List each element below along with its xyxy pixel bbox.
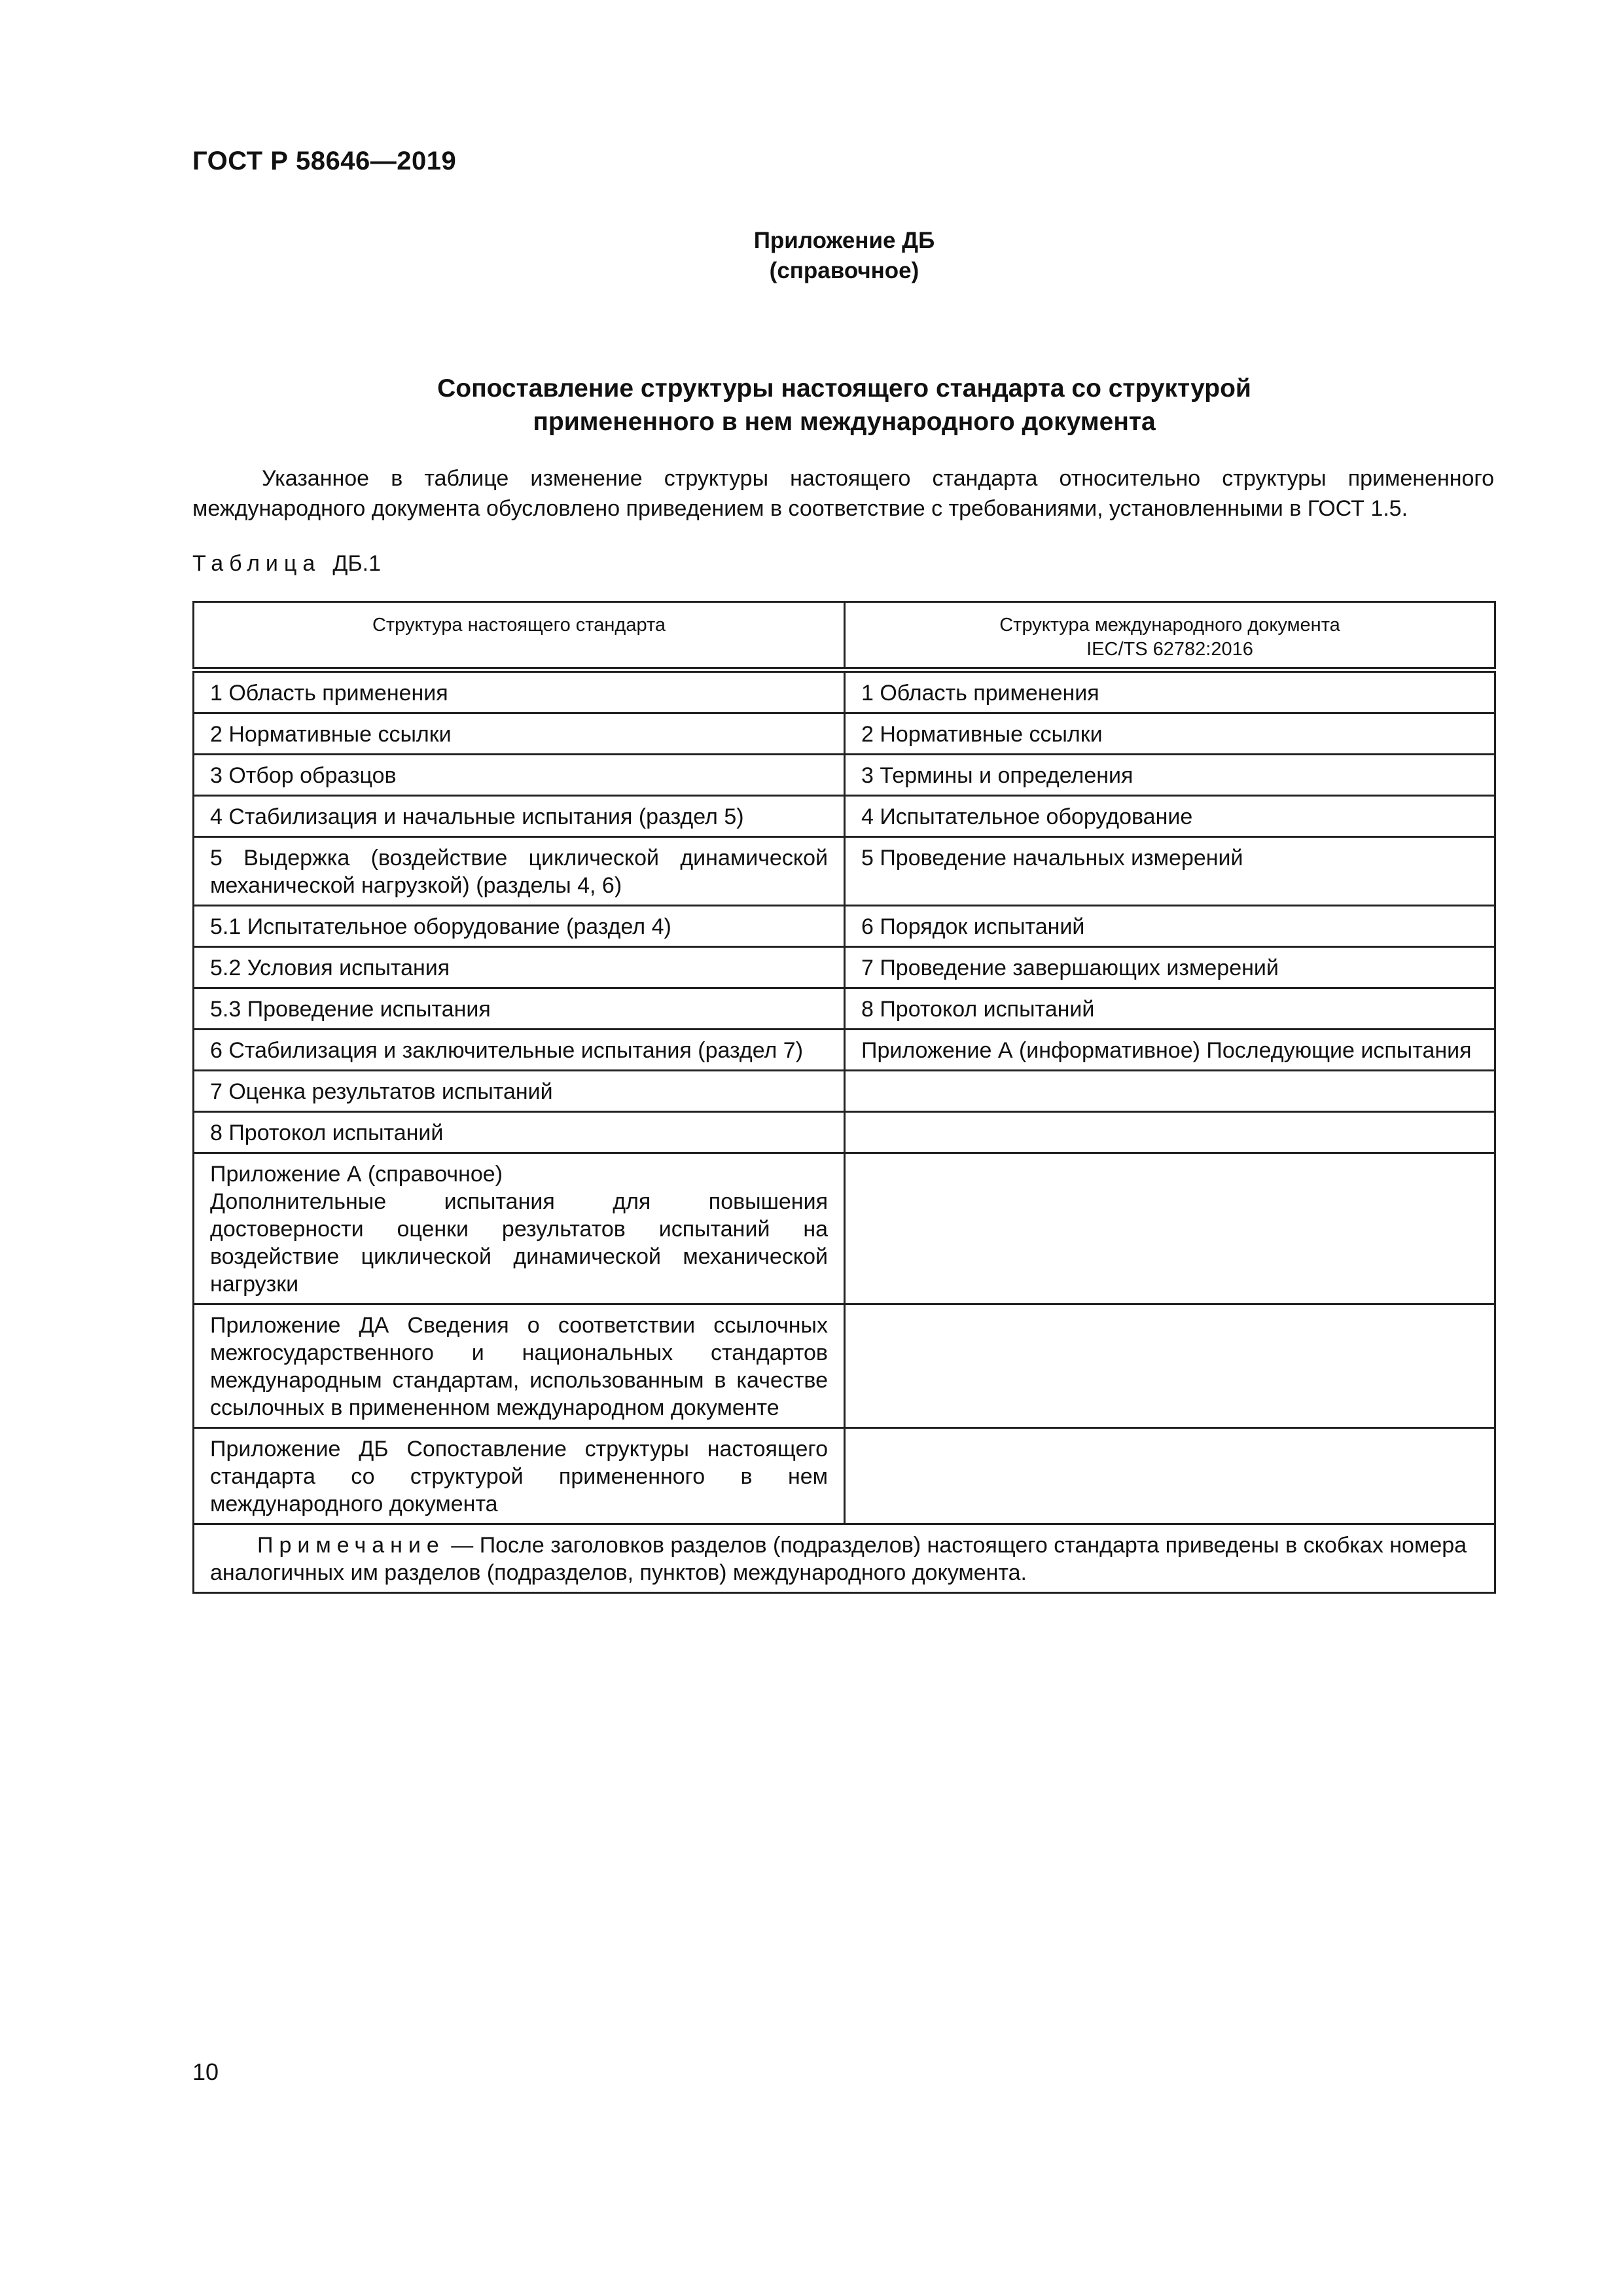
table-row [194, 947, 1495, 988]
annex-a-description: Дополнительные испытания для повышения достоверности оценки результатов испытаний на воздействие циклической динамической механической нагрузки [210, 1189, 828, 1297]
appendix-type: (справочное) [769, 258, 919, 283]
cell-right: 7 Проведение завершающих измерений [845, 947, 1495, 988]
annex-a-title: Приложение А (справочное) [210, 1162, 503, 1187]
appendix-title: Приложение ДБ [753, 228, 935, 253]
cell-left: 5.3 Проведение испытания [194, 988, 845, 1030]
table-caption-label: Таблица [192, 551, 321, 576]
table-row [194, 906, 1495, 947]
cell-right [845, 1428, 1495, 1524]
cell-left: 5.2 Условия испытания [194, 947, 845, 988]
section-title-line-1: Сопоставление структуры настоящего стандарта со структурой [437, 374, 1251, 403]
cell-left: 5 Выдержка (воздействие циклической динамической механической нагрузкой) (разделы 4, 6) [194, 837, 845, 906]
table-row [194, 1112, 1495, 1153]
note-label: Примечание [257, 1533, 445, 1558]
table-header-row [194, 602, 1495, 670]
cell-right [845, 1071, 1495, 1112]
section-title [0, 372, 1623, 439]
intro-paragraph: Указанное в таблице изменение структуры настоящего стандарта относительно структуры примененного международного документа обусловлено приведением в соответствие с требованиями, установленными в ГОСТ 1.5. [192, 466, 1494, 521]
cell-right [845, 1153, 1495, 1304]
cell-right: 3 Термины и определения [845, 755, 1495, 796]
cell-left: 8 Протокол испытаний [194, 1112, 845, 1153]
table-row [194, 755, 1495, 796]
cell-left: 5.1 Испытательное оборудование (раздел 4) [194, 906, 845, 947]
header-right-doc-id: IEC/TS 62782:2016 [1086, 639, 1253, 660]
note-text: — После заголовков разделов (подразделов) настоящего стандарта приведены в скобках номера аналогичных им разделов (подразделов, пунктов) международного документа. [210, 1533, 1467, 1585]
table-row [194, 1304, 1495, 1428]
cell-left-annex-a [194, 1153, 845, 1304]
table-row [194, 837, 1495, 906]
cell-right: 6 Порядок испытаний [845, 906, 1495, 947]
cell-left: 1 Область применения [194, 670, 845, 713]
page-number: 10 [192, 2058, 219, 2085]
table-row [194, 1030, 1495, 1071]
section-title-line-2: примененного в нем международного документа [533, 408, 1156, 436]
cell-right: 4 Испытательное оборудование [845, 796, 1495, 837]
cell-right [845, 1112, 1495, 1153]
cell-left: Приложение ДА Сведения о соответствии ссылочных межгосударственного и национальных стандартов международным стандартам, использованным в качестве ссылочных в примененном международном документе [194, 1304, 845, 1428]
cell-left: Приложение ДБ Сопоставление структуры настоящего стандарта со структурой примененного в нем международного документа [194, 1428, 845, 1524]
cell-right: 1 Область применения [845, 670, 1495, 713]
cell-right: Приложение А (информативное) Последующие испытания [845, 1030, 1495, 1071]
header-left-label: Структура настоящего стандарта [372, 615, 666, 636]
cell-left: 2 Нормативные ссылки [194, 713, 845, 755]
cell-right: 2 Нормативные ссылки [845, 713, 1495, 755]
header-right-label: Структура международного документа [999, 615, 1340, 636]
table-caption-number: ДБ.1 [332, 551, 382, 576]
table-row [194, 1071, 1495, 1112]
table-note-row [194, 1524, 1495, 1593]
table-row [194, 796, 1495, 837]
cell-left: 6 Стабилизация и заключительные испытания (раздел 7) [194, 1030, 845, 1071]
cell-left: 7 Оценка результатов испытаний [194, 1071, 845, 1112]
table-note [194, 1524, 1495, 1593]
table-row [194, 670, 1495, 713]
table-row [194, 1428, 1495, 1524]
cell-left: 3 Отбор образцов [194, 755, 845, 796]
table-row [194, 1153, 1495, 1304]
document-code: ГОСТ Р 58646—2019 [192, 147, 457, 175]
cell-right: 5 Проведение начальных измерений [845, 837, 1495, 906]
cell-left: 4 Стабилизация и начальные испытания (раздел 5) [194, 796, 845, 837]
appendix-heading [0, 226, 1623, 286]
cell-right: 8 Протокол испытаний [845, 988, 1495, 1030]
cell-right [845, 1304, 1495, 1428]
table-caption [192, 551, 381, 577]
structure-comparison-table [192, 601, 1496, 1594]
header-cell-international-document [845, 602, 1495, 670]
table-row [194, 988, 1495, 1030]
table-row [194, 713, 1495, 755]
header-cell-current-standard [194, 602, 845, 670]
